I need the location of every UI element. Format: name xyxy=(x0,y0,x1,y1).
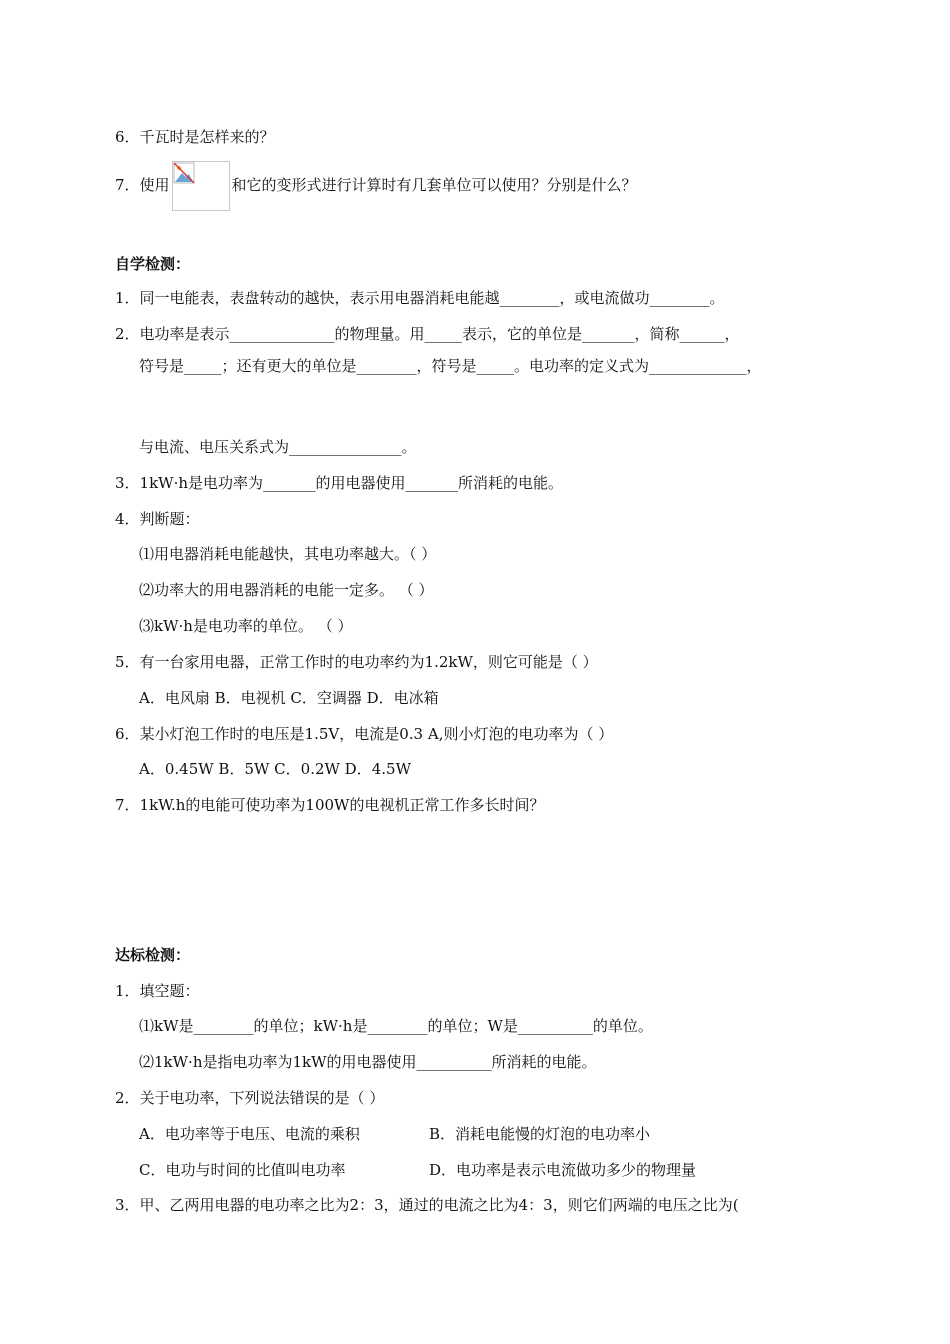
broken-image-icon xyxy=(172,161,230,211)
question-7-prefix: 7．使用 xyxy=(115,176,170,194)
question-7 xyxy=(115,160,637,211)
option-a: A．电功率等于电压、电流的乘积 xyxy=(139,1125,360,1143)
self-test-line-11: A．电风扇 B．电视机 C．空调器 D．电冰箱 xyxy=(139,689,439,707)
option-d: D．电功率是表示电流做功多少的物理量 xyxy=(429,1161,697,1179)
target-test-line-7: 3．甲、乙两用电器的电功率之比为2：3，通过的电流之比为4：3，则它们两端的电压之比为( xyxy=(115,1196,739,1214)
self-test-line-14: 7．1kW.h的电能可使功率为100W的电视机正常工作多长时间？ xyxy=(115,796,545,814)
target-test-line-4: 2．关于电功率，下列说法错误的是（ ） xyxy=(115,1089,385,1107)
self-test-line-10: 5．有一台家用电器，正常工作时的电功率约为1.2kW，则它可能是（ ） xyxy=(115,653,598,671)
option-b: B．消耗电能慢的灯泡的电功率小 xyxy=(429,1125,651,1143)
target-test-line-1: 1．填空题： xyxy=(115,982,200,1000)
target-test-line-3: ⑵1kW·h是指电功率为1kW的用电器使用__________所消耗的电能。 xyxy=(139,1053,597,1071)
self-test-line-6: 4．判断题： xyxy=(115,510,200,528)
self-test-line-5: 3．1kW·h是电功率为_______的用电器使用_______所消耗的电能。 xyxy=(115,474,564,492)
option-c: C．电功与时间的比值叫电功率 xyxy=(139,1161,346,1179)
self-test-line-1: 1．同一电能表，表盘转动的越快，表示用电器消耗电能越________，或电流做功________。 xyxy=(115,289,725,307)
self-test-line-9: ⑶kW·h是电功率的单位。 （ ） xyxy=(139,617,353,635)
self-test-line-2: 2．电功率是表示______________的物理量。用_____表示，它的单位是_______，简称______， xyxy=(115,325,740,343)
self-test-heading: 自学检测： xyxy=(115,255,191,273)
self-test-line-12: 6．某小灯泡工作时的电压是1.5V，电流是0.3 A,则小灯泡的电功率为（ ） xyxy=(115,725,614,743)
question-6: 6．千瓦时是怎样来的？ xyxy=(115,128,275,146)
self-test-line-3: 符号是_____；还有更大的单位是________，符号是_____。电功率的定义式为_____________， xyxy=(139,357,762,375)
question-7-suffix: 和它的变形式进行计算时有几套单位可以使用？分别是什么？ xyxy=(231,176,637,194)
self-test-line-8: ⑵功率大的用电器消耗的电能一定多。 （ ） xyxy=(139,581,434,599)
self-test-line-4: 与电流、电压关系式为_______________。 xyxy=(139,438,417,456)
target-test-heading: 达标检测： xyxy=(115,946,191,964)
self-test-line-13: A．0.45W B．5W C．0.2W D．4.5W xyxy=(139,760,411,778)
target-test-line-2: ⑴kW是________的单位；kW·h是________的单位；W是__________的单位。 xyxy=(139,1017,653,1035)
self-test-line-7: ⑴用电器消耗电能越快，其电功率越大。（ ） xyxy=(139,545,437,563)
